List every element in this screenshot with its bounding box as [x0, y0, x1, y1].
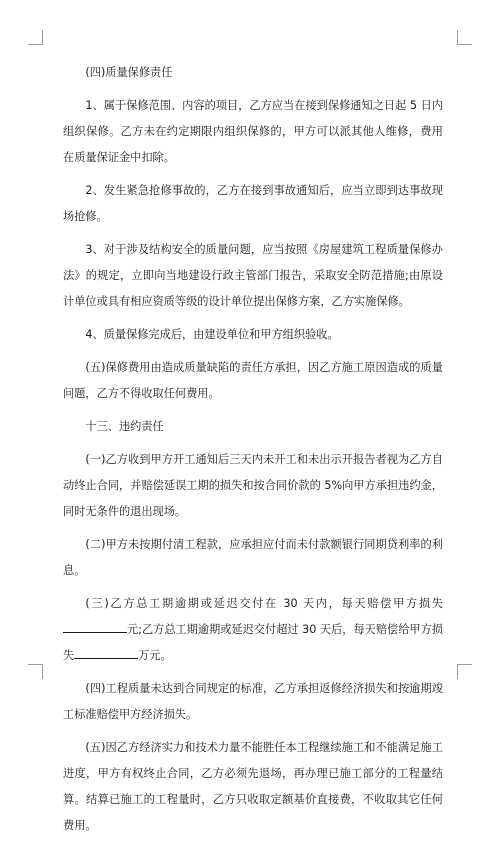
document-body [63, 60, 443, 846]
schedule-delay-text-1: (三)乙方总工期逾期或延迟交付在 30 天内，每天赔偿甲方损失 [85, 597, 443, 610]
schedule-delay-text-2: 元;乙方总工期逾期或延迟交付超过 30 天后，每天赔偿给甲方损失 [63, 623, 443, 662]
section-heading-liability-for-breach: 十三、违约责任 [85, 420, 164, 433]
paragraph-breach-start-delay: (一)乙方收到甲方开工通知后三天内未开工和未出示开报告者视为乙方自动终止合同，并赔偿延误工期的损失和按合同价款的 5%向甲方承担违约金，同时无条件的退出现场。 [63, 453, 443, 518]
paragraph-breach-schedule-delay [63, 591, 443, 669]
section-heading-warranty-responsibility: (四)质量保修责任 [85, 66, 173, 79]
crop-mark-bottom-left [28, 664, 43, 679]
paragraph-breach-payment-delay: (二)甲方未按期付清工程款，应承担应付而未付款额银行同期贷利率的利息。 [63, 538, 443, 577]
paragraph-structural-safety: 3、对于涉及结构安全的质量问题，应当按照《房屋建筑工程质量保修办法》的规定，立即向当地建设行政主管部门报告，采取安全防范措施;由原设计单位或具有相应资质等级的设计单位提出保修方案，乙方实施保修。 [63, 243, 443, 308]
paragraph-breach-quality: (四)工程质量未达到合同规定的标准，乙方承担返修经济损失和按逾期竣工标准赔偿甲方经济损失。 [63, 682, 443, 721]
paragraph-warranty-scope: 1、属于保修范围、内容的项目，乙方应当在接到保修通知之日起 5 日内组织保修。乙方未在约定期限内组织保修的，甲方可以派其他人维修，费用在质量保证金中扣除。 [63, 99, 443, 164]
schedule-delay-text-3: 万元。 [138, 649, 172, 662]
paragraph-emergency-repair: 2、发生紧急抢修事故的，乙方在接到事故通知后，应当立即到达事故现场抢修。 [63, 184, 443, 223]
paragraph-acceptance: 4、质量保修完成后，由建设单位和甲方组织验收。 [85, 328, 339, 341]
paragraph-breach-termination: (五)因乙方经济实力和技术力量不能胜任本工程继续施工和不能满足施工进度，甲方有权终止合同，乙方必须先退场，再办理已施工部分的工程量结算。结算已施工的工程量时，乙方只收取定额基价直接费，不收取其它任何费用。 [63, 741, 443, 832]
crop-mark-top-right [457, 30, 472, 45]
fill-in-blank-daily-amount-over-30[interactable] [74, 648, 138, 659]
crop-mark-bottom-right [457, 664, 472, 679]
paragraph-warranty-costs: (五)保修费用由造成质量缺陷的责任方承担，因乙方施工原因造成的质量问题，乙方不得收取任何费用。 [63, 361, 443, 400]
fill-in-blank-daily-amount[interactable] [63, 622, 127, 633]
crop-mark-top-left [28, 30, 43, 45]
